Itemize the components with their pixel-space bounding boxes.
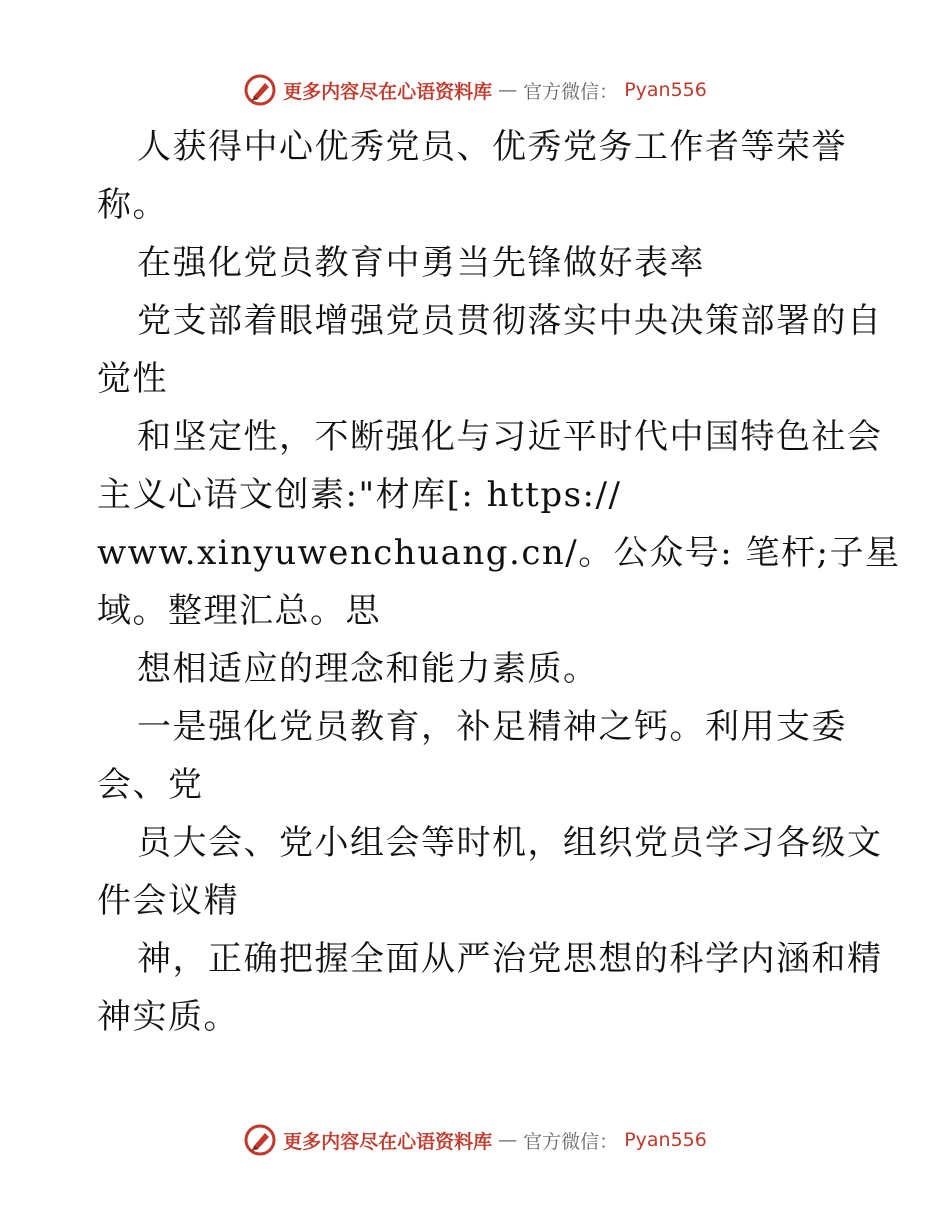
text-line: 员大会、党小组会等时机，组织党员学习各级文: [137, 823, 883, 863]
watermark-dash: —: [498, 1129, 518, 1151]
watermark-brand-text: 更多内容尽在心语资料库: [283, 1130, 493, 1153]
text-line: 党支部着眼增强党员贯彻落实中央决策部署的自: [137, 301, 883, 341]
text-line: 神实质。: [97, 997, 239, 1037]
text-line: 域。整理汇总。思: [97, 591, 381, 631]
text-line: 觉性: [97, 359, 168, 399]
text-line: 在强化党员教育中勇当先锋做好表率: [137, 243, 705, 283]
watermark-wechat-id: Pyan556: [624, 79, 707, 101]
watermark-wechat-label: 官方微信：: [523, 80, 619, 103]
header-watermark: [0, 70, 950, 110]
watermark-wechat-id: Pyan556: [624, 1129, 707, 1151]
text-line: 想相适应的理念和能力素质。: [137, 649, 599, 689]
text-line: 和坚定性，不断强化与习近平时代中国特色社会: [137, 417, 883, 457]
pen-nib-icon: [243, 73, 277, 107]
document-body: [97, 118, 901, 1046]
watermark-brand-text: 更多内容尽在心语资料库: [283, 80, 493, 103]
text-line: 会、党: [97, 765, 204, 805]
footer-watermark: [0, 1120, 950, 1160]
text-line: 主义心语文创素:"材库[: https://: [97, 475, 622, 515]
watermark-dash: —: [498, 79, 518, 101]
text-line: 件会议精: [97, 881, 239, 921]
text-line: 人获得中心优秀党员、优秀党务工作者等荣誉: [137, 127, 847, 167]
text-line: 称。: [97, 185, 168, 225]
watermark-wechat-label: 官方微信：: [523, 1130, 619, 1153]
text-line: 一是强化党员教育，补足精神之钙。利用支委: [137, 707, 847, 747]
text-line: www.xinyuwenchuang.cn/。公众号: 笔杆;子星: [97, 533, 901, 573]
pen-nib-icon: [243, 1123, 277, 1157]
text-line: 神，正确把握全面从严治党思想的科学内涵和精: [137, 939, 883, 979]
